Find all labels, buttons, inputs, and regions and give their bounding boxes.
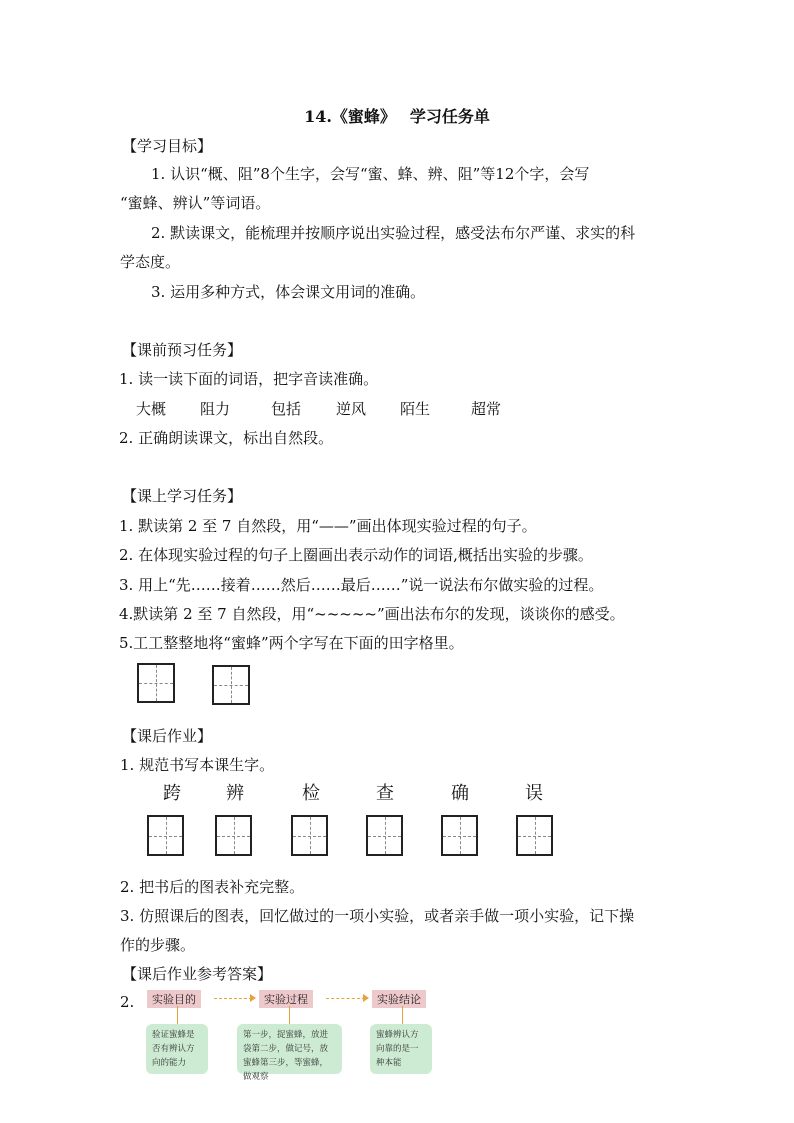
title-lesson: 《蜜蜂》 bbox=[331, 107, 396, 126]
answer-number: 2. bbox=[120, 993, 135, 1011]
experiment-conclusion-label: 实验结论 bbox=[372, 990, 426, 1008]
class-task-2: 2. 在体现实验过程的句子上圈画出表示动作的词语,概括出实验的步骤。 bbox=[119, 546, 593, 564]
page-title bbox=[0, 104, 794, 127]
arrowhead-icon bbox=[363, 994, 369, 1002]
writing-grid[interactable] bbox=[147, 815, 184, 856]
character-label: 检 bbox=[302, 783, 320, 804]
goals-heading: 【学习目标】 bbox=[122, 137, 213, 155]
preview-word: 大概 bbox=[136, 400, 167, 418]
writing-grid[interactable] bbox=[366, 815, 403, 856]
preview-item-2: 2. 正确朗读课文，标出自然段。 bbox=[119, 429, 334, 447]
goal-2-line-2: 学态度。 bbox=[120, 253, 181, 271]
character-label: 跨 bbox=[163, 783, 181, 804]
homework-item-3-line-1: 3. 仿照课后的图表，回忆做过的一项小实验，或者亲手做一项小实验，记下操 bbox=[120, 907, 635, 925]
homework-item-1: 1. 规范书写本课生字。 bbox=[120, 756, 275, 774]
connector-line bbox=[402, 1006, 403, 1024]
title-number: 14. bbox=[304, 107, 332, 126]
experiment-process-label: 实验过程 bbox=[259, 990, 313, 1008]
goal-1-line-2: “蜜蜂、辨认”等词语。 bbox=[120, 194, 271, 212]
homework-heading: 【课后作业】 bbox=[122, 727, 213, 745]
preview-word: 超常 bbox=[471, 400, 502, 418]
preview-word: 包括 bbox=[271, 400, 302, 418]
writing-grid[interactable] bbox=[137, 663, 175, 703]
goal-1-line-1: 1. 认识“概、阻”8个生字，会写“蜜、蜂、辨、阻”等12个字，会写 bbox=[151, 165, 590, 183]
connector-arrow bbox=[214, 998, 252, 999]
title-subtitle: 学习任务单 bbox=[409, 107, 490, 126]
answers-heading: 【课后作业参考答案】 bbox=[122, 965, 273, 983]
writing-grid[interactable] bbox=[291, 815, 328, 856]
writing-grid[interactable] bbox=[441, 815, 478, 856]
preview-word: 逆风 bbox=[336, 400, 367, 418]
preview-item-1: 1. 读一读下面的词语，把字音读准确。 bbox=[119, 370, 379, 388]
connector-arrow bbox=[326, 998, 365, 999]
character-label: 查 bbox=[376, 783, 394, 804]
class-task-4: 4.默读第 2 至 7 自然段，用“~~~~~”画出法布尔的发现，谈谈你的感受。 bbox=[119, 605, 625, 623]
class-task-1: 1. 默读第 2 至 7 自然段，用“——”画出体现实验过程的句子。 bbox=[119, 517, 537, 535]
connector-line bbox=[289, 1006, 290, 1024]
homework-item-2: 2. 把书后的图表补充完整。 bbox=[120, 878, 305, 896]
preview-word: 陌生 bbox=[400, 400, 431, 418]
preview-heading: 【课前预习任务】 bbox=[122, 341, 243, 359]
character-label: 确 bbox=[451, 783, 469, 804]
class-task-3: 3. 用上“先……接着……然后……最后……”说一说法布尔做实验的过程。 bbox=[119, 576, 604, 594]
character-label: 误 bbox=[525, 783, 543, 804]
goal-3: 3. 运用多种方式，体会课文用词的准确。 bbox=[151, 283, 426, 301]
homework-item-3-line-2: 作的步骤。 bbox=[120, 936, 196, 954]
experiment-purpose-label: 实验目的 bbox=[147, 990, 201, 1008]
experiment-purpose-content: 验证蜜蜂是否有辨认方向的能力 bbox=[146, 1024, 208, 1074]
arrowhead-icon bbox=[250, 994, 256, 1002]
writing-grid[interactable] bbox=[215, 815, 252, 856]
connector-line bbox=[177, 1006, 178, 1024]
goal-2-line-1: 2. 默读课文，能梳理并按顺序说出实验过程，感受法布尔严谨、求实的科 bbox=[151, 224, 636, 242]
character-label: 辨 bbox=[226, 783, 244, 804]
writing-grid[interactable] bbox=[516, 815, 553, 856]
experiment-conclusion-content: 蜜蜂辨认方向靠的是一种本能 bbox=[370, 1024, 432, 1074]
experiment-process-content: 第一步，捉蜜蜂，放进袋第二步，做记号，放蜜蜂第三步，等蜜蜂，做观察 bbox=[237, 1024, 342, 1074]
class-task-5: 5.工工整整地将“蜜蜂”两个字写在下面的田字格里。 bbox=[119, 634, 464, 652]
writing-grid[interactable] bbox=[212, 665, 250, 705]
preview-word: 阻力 bbox=[200, 400, 231, 418]
class-tasks-heading: 【课上学习任务】 bbox=[122, 487, 243, 505]
